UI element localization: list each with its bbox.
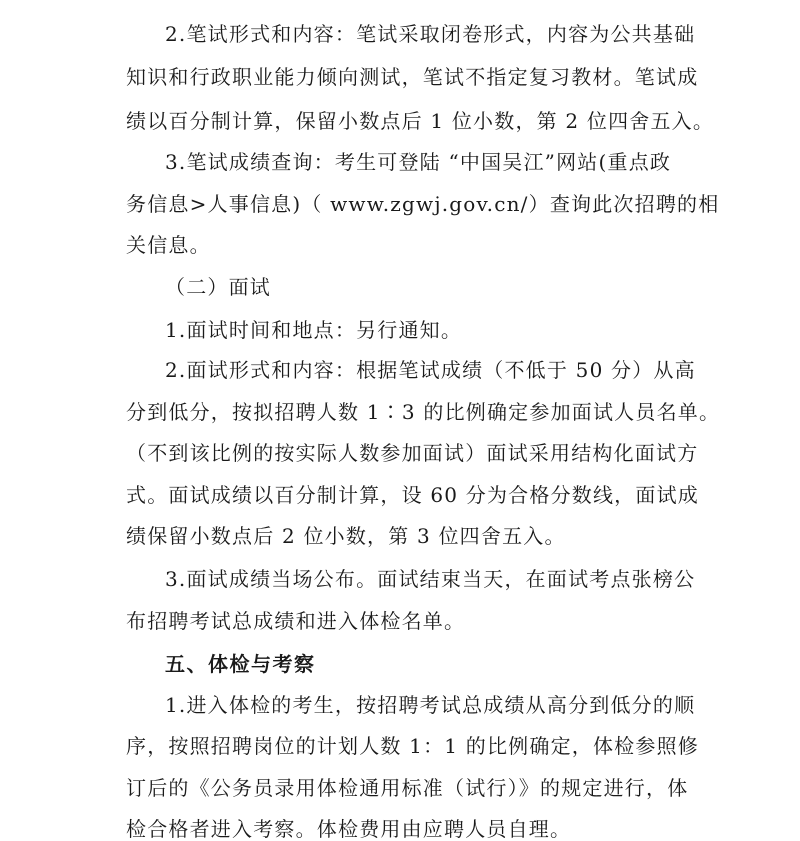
- section-subheading: （二）面试: [165, 275, 271, 299]
- paragraph-line: 检合格者进入考察。体检费用由应聘人员自理。: [126, 817, 572, 841]
- paragraph-line: 式。面试成绩以百分制计算，设 60 分为合格分数线，面试成: [126, 483, 699, 507]
- paragraph-line: 绩以百分制计算，保留小数点后 1 位小数，第 2 位四舍五入。: [126, 109, 715, 133]
- paragraph-line: 绩保留小数点后 2 位小数，第 3 位四舍五入。: [126, 524, 566, 548]
- paragraph-line: （不到该比例的按实际人数参加面试）面试采用结构化面试方: [126, 441, 699, 465]
- paragraph-line: 2.笔试形式和内容：笔试采取闭卷形式，内容为公共基础: [165, 22, 696, 46]
- paragraph-line: 3.笔试成绩查询：考生可登陆 “中国吴江”网站(重点政: [165, 150, 672, 174]
- paragraph-line: 知识和行政职业能力倾向测试，笔试不指定复习教材。笔试成: [126, 65, 699, 89]
- paragraph-line: 分到低分，按拟招聘人数 1∶3 的比例确定参加面试人员名单。: [126, 400, 721, 424]
- paragraph-line: 1.进入体检的考生，按招聘考试总成绩从高分到低分的顺: [165, 693, 696, 717]
- section-heading: 五、体检与考察: [165, 652, 316, 676]
- paragraph-line: 关信息。: [126, 233, 211, 257]
- paragraph-line: 2.面试形式和内容：根据笔试成绩（不低于 50 分）从高: [165, 358, 696, 382]
- paragraph-line: 订后的《公务员录用体检通用标准（试行）》的规定进行，体: [126, 776, 689, 800]
- paragraph-line: 务信息>人事信息)（ www.zgwj.gov.cn/）查询此次招聘的相: [126, 192, 720, 216]
- paragraph-line: 3.面试成绩当场公布。面试结束当天，在面试考点张榜公: [165, 567, 696, 591]
- paragraph-line: 1.面试时间和地点：另行通知。: [165, 318, 463, 342]
- paragraph-line: 序，按照招聘岗位的计划人数 1：1 的比例确定，体检参照修: [126, 734, 699, 758]
- paragraph-line: 布招聘考试总成绩和进入体检名单。: [126, 609, 466, 633]
